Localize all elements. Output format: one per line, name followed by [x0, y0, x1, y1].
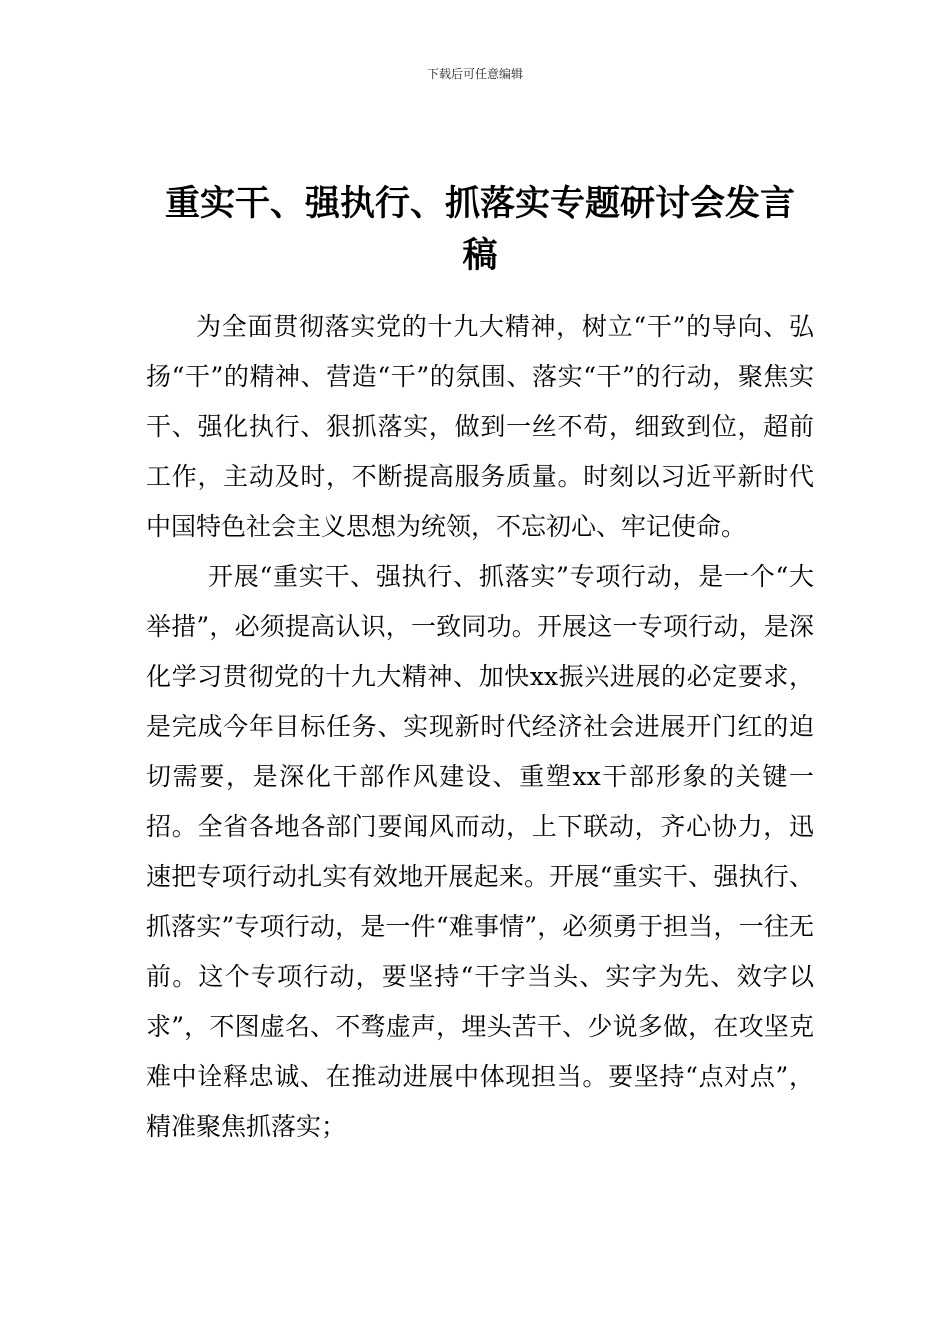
document-body — [146, 302, 814, 1152]
header-note: 下载后可任意编辑 — [426, 67, 523, 81]
document-title: 重实干、强执行、抓落实专题研讨会发言稿 — [164, 183, 795, 276]
paragraph-2: 开展“重实干、强执行、抓落实”专项行动，是一个“大举措”，必须提高认识，一致同功。开展这一专项行动，是深化学习贯彻党的十九大精神、加快xx振兴进展的必定要求，是完成今年目标任务、实现新时代经济社会进展开门红的迫切需要，是深化干部作风建设、重塑xx干部形象的关键一招。全省各地各部门要闻风而动，上下联动，齐心协力，迅速把专项行动扎实有效地开展起来。开展“重实干、强执行、抓落实”专项行动，是一件“难事情”，必须勇于担当，一往无前。这个专项行动，要坚持“干字当头、实字为先、效字以求”，不图虚名、不骛虚声，埋头苦干、少说多做，在攻坚克难中诠释忠诚、在推动进展中体现担当。要坚持“点对点”，精准聚焦抓落实； — [146, 562, 814, 1141]
paragraph-1: 为全面贯彻落实党的十九大精神，树立“干”的导向、弘扬“干”的精神、营造“干”的氛围、落实“干”的行动，聚焦实干、强化执行、狠抓落实，做到一丝不苟，细致到位，超前工作，主动及时，不断提高服务质量。时刻以习近平新时代中国特色社会主义思想为统领，不忘初心、牢记使命。 — [146, 312, 814, 541]
